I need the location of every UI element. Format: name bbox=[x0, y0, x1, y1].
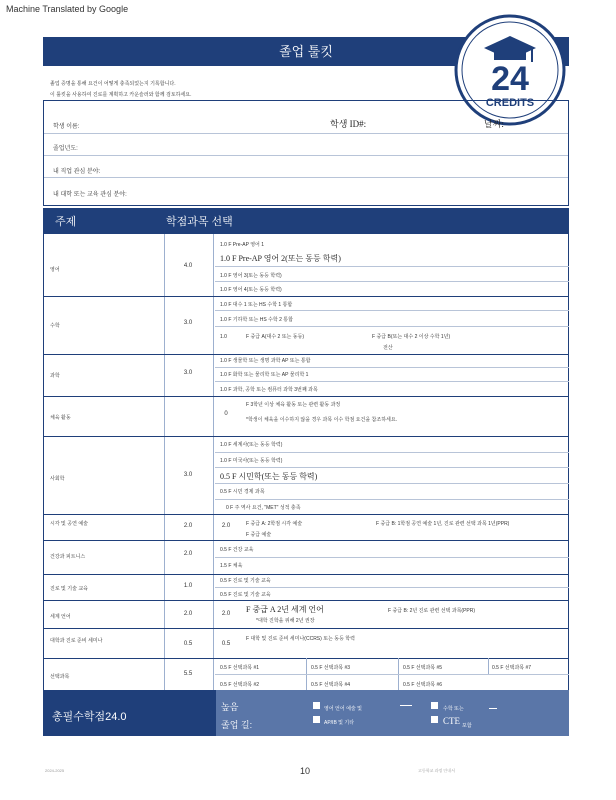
course-item: 1.0 bbox=[220, 334, 227, 340]
course-item: 1.0 F Pre-AP 영어 1 bbox=[220, 242, 265, 248]
course-item: F 중급 A: 2학점 시각 예술 bbox=[246, 521, 303, 527]
blank-line bbox=[400, 705, 412, 706]
credits-english: 4.0 bbox=[183, 263, 193, 269]
credits-health: 2.0 bbox=[183, 551, 193, 557]
credits-math: 3.0 bbox=[183, 320, 193, 326]
course-item: 1.0 F 미국사(또는 동등 학력) bbox=[220, 458, 283, 464]
subject-math: 수학 bbox=[50, 323, 60, 329]
course-item: 전산 bbox=[383, 345, 393, 351]
elective-item: 0.5 F 선택과목 #2 bbox=[220, 682, 260, 688]
course-item: F 3학년 이상 체육 활동 또는 관련 활동 과정 bbox=[246, 402, 341, 408]
elective-item: 0.5 F 선택과목 #6 bbox=[403, 682, 443, 688]
blank-line bbox=[489, 708, 497, 709]
subject-world-language: 세계 언어 bbox=[50, 614, 71, 620]
credits-science: 3.0 bbox=[183, 370, 193, 376]
graduation-path-panel bbox=[216, 690, 569, 736]
elective-item: 0.5 F 선택과목 #4 bbox=[311, 682, 351, 688]
footer-right-text: 고등학교 과정 안내서 bbox=[418, 768, 455, 773]
credits-ccrs-alt: 0.5 bbox=[221, 641, 231, 647]
column-header-courses: 학점과목 선택 bbox=[166, 216, 233, 228]
date-label: 날짜: bbox=[484, 119, 504, 129]
subject-arts: 시각 및 공연 예술 bbox=[50, 521, 88, 527]
subject-social-studies: 사회학 bbox=[50, 476, 65, 482]
course-item: *학생이 체육을 이수하지 않을 경우 과목 이수 학점 요건을 참조하세요. bbox=[246, 417, 398, 423]
grad-path-label: 졸업 길: bbox=[221, 720, 253, 730]
course-item: 0.5 F 시민학(또는 동등 학력) bbox=[220, 472, 318, 481]
elective-item: 0.5 F 선택과목 #5 bbox=[403, 665, 443, 671]
elective-item: 0.5 F 선택과목 #7 bbox=[492, 665, 532, 671]
credits-electives: 5.5 bbox=[183, 671, 193, 677]
course-item: 1.0 F 영어 3(또는 동등 학력) bbox=[220, 273, 282, 279]
path-checkbox-cte[interactable] bbox=[431, 716, 438, 723]
course-item: F 중급 B(또는 대수 2 이상 수학 1년) bbox=[372, 334, 451, 340]
course-item: F 대학 및 진로 준비 세미나(CCRS) 또는 동등 학력 bbox=[246, 636, 355, 642]
course-item: 1.0 F 화학 또는 물리학 또는 AP 물리학 1 bbox=[220, 372, 309, 378]
course-item: 1.0 F 세계사(또는 동등 학력) bbox=[220, 442, 283, 448]
page-title: 졸업 툴킷 bbox=[279, 44, 333, 59]
path-checkbox-math[interactable] bbox=[431, 702, 438, 709]
course-item: F 중급 B: 1학점 공연 예술 1년, 진로 관련 선택 과목 1년(PPR) bbox=[376, 521, 510, 527]
subject-english: 영어 bbox=[50, 267, 60, 273]
subject-science: 과학 bbox=[50, 373, 60, 379]
table-header bbox=[43, 208, 569, 234]
course-item: 0.5 F 진로 및 기술 교육 bbox=[220, 578, 271, 584]
total-credits: 총필수학점24.0 bbox=[52, 711, 127, 723]
course-item: F 중급 B: 2년 진로 관련 선택 과목(PPR) bbox=[388, 608, 476, 614]
path-option-cte: CTE bbox=[443, 716, 460, 726]
course-item: 1.0 F 대수 1 또는 HS 수학 1 통합 bbox=[220, 302, 293, 308]
intro-line-1: 졸업 증명을 통해 요건이 어떻게 충족되었는지 기록합니다. bbox=[50, 81, 176, 87]
machine-translated-label: Machine Translated by Google bbox=[6, 4, 129, 14]
student-name-label: 학생 이름: bbox=[53, 124, 80, 130]
path-checkbox-apib[interactable] bbox=[313, 716, 320, 723]
subject-physical-activity: 체육 활동 bbox=[50, 415, 71, 421]
path-option-math: 수학 또는 bbox=[443, 706, 464, 712]
elective-item: 0.5 F 선택과목 #3 bbox=[311, 665, 351, 671]
credits-ccrs: 0.5 bbox=[183, 641, 193, 647]
logo-word: CREDITS bbox=[485, 97, 535, 109]
student-id-label: 학생 ID#: bbox=[330, 119, 367, 129]
career-interest-label: 내 직업 관심 분야: bbox=[53, 169, 101, 175]
credits-cte: 1.0 bbox=[183, 583, 193, 589]
path-checkbox-ela[interactable] bbox=[313, 702, 320, 709]
credits-physical-activity: 0 bbox=[224, 411, 228, 417]
grad-year-label: 졸업년도: bbox=[53, 146, 78, 152]
credits-world-language-alt: 2.0 bbox=[221, 611, 231, 617]
course-item: 0.5 F 건강 교육 bbox=[220, 547, 254, 553]
footer-left-text: 2024-2025 bbox=[45, 768, 65, 773]
subject-ccrs: 대학과 진로 준비 세미나 bbox=[50, 638, 103, 644]
college-interest-label: 내 대학 또는 교육 관심 분야: bbox=[53, 192, 127, 198]
course-item: 0 F 주 역사 요건, "MET" 성적 충족 bbox=[226, 505, 301, 511]
course-item: F 중급 A 2년 세계 언어 bbox=[246, 605, 324, 614]
page-number: 10 bbox=[300, 766, 311, 776]
column-header-subject: 주제 bbox=[55, 216, 77, 228]
course-item: F 중급 A(대수 2 또는 동등) bbox=[246, 334, 305, 340]
subject-cte: 진로 및 기술 교육 bbox=[50, 586, 88, 592]
subject-health: 건강과 피트니스 bbox=[50, 554, 86, 560]
logo-number: 24 bbox=[491, 60, 529, 98]
course-item: 1.0 F 과학, 공학 또는 컴퓨터 과학 3번째 과목 bbox=[220, 387, 318, 393]
path-option-ela: 영어 언어 예술 및 bbox=[324, 706, 362, 712]
course-item: 1.0 F Pre-AP 영어 2(또는 동등 학력) bbox=[220, 254, 341, 263]
course-item: 0.5 F 시민 경제 과목 bbox=[220, 489, 265, 495]
course-item: 0.5 F 진로 및 기술 교육 bbox=[220, 592, 271, 598]
subject-electives: 선택과목 bbox=[50, 674, 70, 680]
path-option-cte-suffix: 포함 bbox=[462, 723, 472, 729]
course-item: 1.0 F 영어 4(또는 동등 학력) bbox=[220, 287, 282, 293]
honors-label: 높음 bbox=[221, 702, 239, 712]
intro-line-2: 이 툴킷을 사용하여 진로를 계획하고 카운슬러와 함께 검토하세요. bbox=[50, 92, 192, 98]
course-item: *대학 진학을 위해 2년 권장 bbox=[256, 618, 315, 624]
course-item: F 중급 예술 bbox=[246, 532, 272, 538]
credits-arts-alt: 2.0 bbox=[221, 523, 231, 529]
course-item: 1.5 F 체육 bbox=[220, 563, 243, 569]
elective-item: 0.5 F 선택과목 #1 bbox=[220, 665, 260, 671]
course-item: 1.0 F 생물학 또는 생명 과학 AP 또는 통합 bbox=[220, 358, 311, 364]
credits-arts: 2.0 bbox=[183, 523, 193, 529]
credits-world-language: 2.0 bbox=[183, 611, 193, 617]
course-item: 1.0 F 기하학 또는 HS 수학 2 통합 bbox=[220, 317, 293, 323]
credits-social-studies: 3.0 bbox=[183, 472, 193, 478]
path-option-apib: AP/IB 및 기타 bbox=[324, 720, 355, 726]
